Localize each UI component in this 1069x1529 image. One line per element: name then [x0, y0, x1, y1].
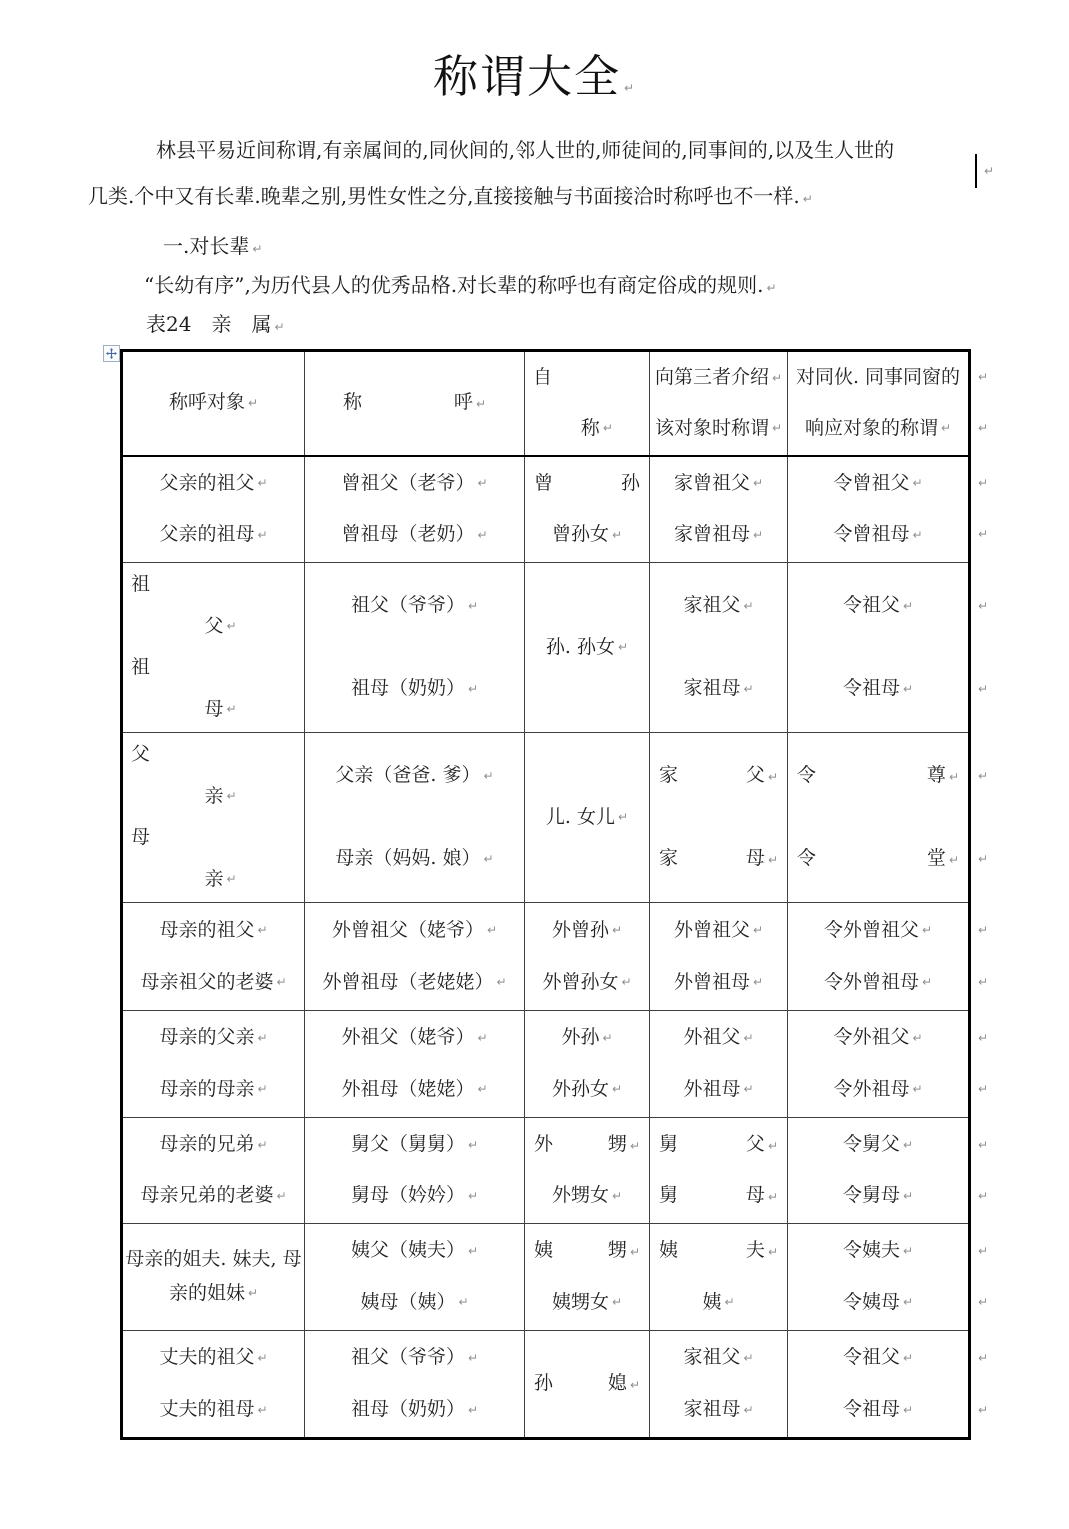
table-cell[interactable] [305, 733, 525, 903]
pilcrow-mark: ↵ [611, 527, 623, 542]
pilcrow-mark: ↵ [984, 164, 995, 178]
cell-line: 母亲的姐夫. 妹夫, 母 [125, 1248, 302, 1271]
cell-line: 外孙 ↵ [561, 1026, 613, 1049]
table-cell[interactable] [650, 1118, 788, 1224]
pilcrow-mark: ↵ [912, 527, 923, 542]
pilcrow-mark: ↵ [978, 598, 989, 613]
row-end-marks [970, 456, 992, 563]
pilcrow-mark: ↵ [978, 1137, 989, 1152]
cell-line: 令外祖母 ↵ [833, 1077, 923, 1100]
header-cell[interactable] [650, 351, 788, 456]
pilcrow-mark: ↵ [912, 1082, 923, 1097]
table-cell[interactable] [788, 1331, 970, 1439]
cell-line: 外曾祖母（老姥姥） ↵ [322, 970, 507, 993]
table-cell[interactable] [305, 456, 525, 563]
cell-line: 曾孙女 ↵ [551, 523, 623, 546]
cell-line: 称呼对象 ↵ [168, 391, 259, 414]
pilcrow-mark: ↵ [771, 370, 783, 385]
table-row [122, 733, 992, 903]
pilcrow-mark: ↵ [771, 421, 783, 435]
table-cell[interactable] [525, 1224, 650, 1331]
pilcrow-mark: ↵ [902, 1350, 914, 1365]
page-title[interactable] [0, 40, 1069, 105]
pilcrow-mark: ↵ [767, 853, 778, 868]
pilcrow-mark: ↵ [257, 1402, 268, 1417]
header-cell[interactable] [525, 351, 650, 456]
cell-line [971, 682, 990, 697]
cell-line: 家祖父 ↵ [683, 594, 754, 617]
pilcrow-mark: ↵ [743, 598, 754, 613]
pilcrow-mark: ↵ [247, 395, 259, 410]
pilcrow-mark: ↵ [623, 81, 637, 95]
pilcrow-mark: ↵ [948, 853, 959, 868]
cell-line: 舅母（妗妗） ↵ [350, 1184, 479, 1207]
pilcrow-mark: ↵ [629, 1139, 640, 1154]
pilcrow-mark: ↵ [611, 1188, 623, 1203]
pilcrow-mark: ↵ [467, 1137, 479, 1152]
move-arrows-icon [106, 348, 117, 359]
pilcrow-mark: ↵ [978, 1188, 989, 1203]
pilcrow-mark: ↵ [743, 1082, 754, 1097]
table-cell[interactable] [305, 1331, 525, 1439]
cell-line: 令祖母 ↵ [842, 1398, 914, 1421]
pilcrow-mark: ↵ [743, 681, 754, 696]
body-text [88, 127, 978, 345]
row-end-marks [970, 733, 992, 903]
table-cell[interactable] [525, 1331, 650, 1439]
pilcrow-mark: ↵ [496, 975, 507, 989]
cell-line: 令 堂 ↵ [797, 847, 959, 870]
cell-line: 父亲（爸爸. 爹） ↵ [335, 764, 494, 787]
pilcrow-mark: ↵ [802, 192, 813, 206]
cell-line: 响应对象的称谓 ↵ [804, 416, 952, 439]
cell-line: 外祖父 ↵ [683, 1026, 754, 1049]
cell-line: 父 ↵ [204, 614, 237, 637]
pilcrow-mark: ↵ [611, 1082, 623, 1097]
table-row [122, 1224, 992, 1331]
cell-line: 家曾祖母 ↵ [673, 523, 764, 546]
cell-line: 母亲的母亲 ↵ [159, 1077, 268, 1100]
table-header-row [122, 351, 992, 456]
pilcrow-mark: ↵ [752, 476, 764, 490]
pilcrow-mark: ↵ [226, 872, 237, 887]
cell-line: 外曾孙女 ↵ [542, 970, 632, 993]
table-row [122, 1011, 992, 1118]
cell-line: 向第三者介绍 ↵ [654, 366, 783, 389]
pilcrow-mark: ↵ [978, 475, 989, 490]
pilcrow-mark: ↵ [477, 1030, 488, 1045]
cell-line: 亲的姐妹 ↵ [168, 1282, 259, 1304]
heading-elders-text: 一.对长辈 [163, 234, 250, 258]
cell-line: 外孙女 ↵ [551, 1077, 623, 1100]
cell-line [971, 1244, 990, 1259]
pilcrow-mark: ↵ [978, 681, 989, 696]
pilcrow-mark: ↵ [257, 1137, 268, 1152]
table-row [122, 1118, 992, 1224]
cell-line: 令舅母 ↵ [842, 1184, 914, 1207]
page-title-text: 称谓大全 [432, 50, 621, 103]
pilcrow-mark: ↵ [618, 640, 629, 654]
table-cell[interactable] [788, 1011, 970, 1118]
pilcrow-mark: ↵ [912, 476, 923, 490]
cell-line: 外曾孙 ↵ [551, 918, 623, 941]
cell-line: 母亲兄弟的老婆 ↵ [140, 1184, 287, 1207]
cell-line: 姨 甥 ↵ [534, 1239, 640, 1262]
header-cell[interactable] [788, 351, 970, 456]
pilcrow-mark: ↵ [276, 1188, 287, 1203]
pilcrow-mark: ↵ [257, 1030, 268, 1045]
table-cell[interactable] [788, 1224, 970, 1331]
pilcrow-mark: ↵ [477, 527, 488, 542]
cell-line: 孙 媳 ↵ [534, 1372, 640, 1395]
cell-line: 祖父（爷爷） ↵ [350, 1346, 479, 1369]
cell-line: 姨父（姨夫） ↵ [350, 1239, 479, 1262]
table-cell[interactable] [650, 563, 788, 733]
cell-line: 祖父（爷爷） ↵ [350, 594, 479, 617]
table-cell[interactable] [788, 733, 970, 903]
cell-line: 令外曾祖母 ↵ [823, 970, 933, 993]
pilcrow-mark: ↵ [274, 320, 285, 334]
cell-line: 令祖父 ↵ [842, 1346, 914, 1369]
pilcrow-mark: ↵ [978, 923, 989, 937]
cell-line [971, 852, 990, 867]
pilcrow-mark: ↵ [902, 1295, 914, 1310]
table-cell[interactable] [122, 1011, 305, 1118]
pilcrow-mark: ↵ [602, 1030, 613, 1045]
pilcrow-mark: ↵ [902, 1137, 914, 1152]
cell-line: 姨母（姨） ↵ [360, 1290, 469, 1313]
cell-line [971, 476, 990, 491]
pilcrow-mark: ↵ [767, 1245, 778, 1260]
pilcrow-mark: ↵ [276, 975, 287, 989]
pilcrow-mark: ↵ [978, 1403, 989, 1417]
pilcrow-mark: ↵ [621, 975, 632, 989]
cell-line: 外甥女 ↵ [551, 1184, 623, 1207]
cell-line [971, 370, 990, 385]
table-cell[interactable] [788, 456, 970, 563]
pilcrow-mark: ↵ [486, 923, 498, 937]
pilcrow-mark: ↵ [226, 789, 237, 804]
pilcrow-mark: ↵ [602, 421, 613, 435]
cell-line [971, 1295, 990, 1310]
elders-note[interactable] [88, 267, 978, 306]
pilcrow-mark: ↵ [477, 476, 488, 490]
table-row [122, 903, 992, 1011]
cell-line [971, 1138, 990, 1153]
pilcrow-mark: ↵ [767, 770, 778, 785]
cell-line: 家曾祖父 ↵ [673, 471, 764, 494]
pilcrow-mark: ↵ [467, 1243, 479, 1258]
cell-line: 母 ↵ [204, 697, 237, 720]
cell-line: 母亲祖父的老婆 ↵ [140, 970, 287, 993]
header-cell[interactable] [305, 351, 525, 456]
table-cell[interactable] [650, 1011, 788, 1118]
cell-line: 儿. 女儿 ↵ [545, 805, 629, 828]
cell-line [971, 769, 990, 784]
cell-line: 外祖父（姥爷） ↵ [341, 1026, 488, 1049]
cell-line [971, 599, 990, 614]
cell-line: 舅父（舅舅） ↵ [350, 1133, 479, 1156]
row-end-marks [970, 1224, 992, 1331]
table-cell[interactable] [122, 563, 305, 733]
cell-line: 家祖父 ↵ [683, 1346, 754, 1369]
table-row [122, 1331, 992, 1439]
table-cell[interactable] [525, 1118, 650, 1224]
cell-line: 外曾祖母 ↵ [673, 970, 764, 993]
cell-line: 祖 [131, 573, 151, 596]
cell-line: 令外祖父 ↵ [833, 1026, 923, 1049]
pilcrow-mark: ↵ [467, 598, 479, 613]
table-cell[interactable] [525, 456, 650, 563]
pilcrow-mark: ↵ [611, 923, 623, 937]
pilcrow-mark: ↵ [257, 1350, 268, 1365]
table-cell[interactable] [788, 563, 970, 733]
table-cell[interactable] [525, 733, 650, 903]
table-cell[interactable] [525, 1011, 650, 1118]
cell-line: 丈夫的祖父 ↵ [159, 1346, 268, 1369]
cell-line [971, 975, 990, 990]
kinship-table [120, 349, 993, 1440]
table-cell[interactable] [650, 456, 788, 563]
table-cell[interactable] [650, 1331, 788, 1439]
cell-line: 舅 父 ↵ [659, 1133, 778, 1156]
pilcrow-mark: ↵ [252, 242, 263, 256]
table-cell[interactable] [122, 1331, 305, 1439]
cell-line: 父 [131, 743, 151, 766]
pilcrow-mark: ↵ [767, 1190, 778, 1205]
table-cell[interactable] [305, 1224, 525, 1331]
cell-line: 该对象时称谓 ↵ [654, 416, 783, 439]
pilcrow-mark: ↵ [752, 975, 764, 989]
cell-line: 家祖母 ↵ [683, 1398, 754, 1421]
cell-line: 家 母 ↵ [659, 847, 778, 870]
cell-line: 令祖父 ↵ [842, 594, 914, 617]
cell-line [971, 527, 990, 542]
table-cell[interactable] [788, 1118, 970, 1224]
pilcrow-mark: ↵ [257, 527, 268, 542]
table-cell[interactable] [122, 1224, 305, 1331]
text-cursor [975, 154, 977, 188]
cell-line: 家 父 ↵ [659, 764, 778, 787]
pilcrow-mark: ↵ [978, 527, 989, 542]
cell-line [971, 421, 990, 436]
table-cell[interactable] [305, 1011, 525, 1118]
cell-line [971, 1403, 992, 1418]
cell-line: 外祖母（姥姥） ↵ [341, 1077, 488, 1100]
cell-line [971, 1351, 992, 1366]
pilcrow-mark: ↵ [978, 1082, 989, 1097]
heading-elders[interactable] [88, 228, 978, 267]
table-cell[interactable] [122, 733, 305, 903]
cell-line: 舅 母 ↵ [659, 1184, 778, 1207]
header-cell[interactable] [122, 351, 305, 456]
table-cell[interactable] [788, 903, 970, 1011]
cell-line: 父亲的祖父 ↵ [159, 471, 268, 494]
pilcrow-mark: ↵ [743, 1402, 754, 1417]
pilcrow-mark: ↵ [948, 770, 959, 785]
cell-line: 令外曾祖父 ↵ [823, 918, 933, 941]
cell-line: 令舅父 ↵ [842, 1133, 914, 1156]
intro-line2-text: 几类.个中又有长辈.晚辈之别,男性女性之分,直接接触与书面接洽时称呼也不一样. [88, 184, 800, 208]
cell-line: 外曾祖父 ↵ [673, 918, 764, 941]
cell-line [971, 1189, 990, 1204]
cell-line: 亲 ↵ [204, 867, 237, 890]
table-caption-text: 表24 亲 属 [146, 312, 272, 336]
cell-line: 外 甥 ↵ [534, 1133, 640, 1156]
row-end-marks [970, 351, 992, 456]
pilcrow-mark: ↵ [902, 681, 914, 696]
cell-line: 曾祖母（老奶） ↵ [341, 523, 488, 546]
cell-line: 令曾祖父 ↵ [833, 471, 923, 494]
table-cell[interactable] [650, 1224, 788, 1331]
pilcrow-mark: ↵ [257, 923, 268, 937]
pilcrow-mark: ↵ [912, 1030, 923, 1045]
cell-line: 祖母（奶奶） ↵ [350, 677, 479, 700]
table-cell[interactable] [525, 903, 650, 1011]
table-cell[interactable] [305, 903, 525, 1011]
pilcrow-mark: ↵ [475, 397, 486, 412]
cell-line: 孙. 孙女 ↵ [545, 635, 629, 658]
table-cell[interactable] [650, 903, 788, 1011]
pilcrow-mark: ↵ [978, 420, 989, 435]
cell-line: 母亲（妈妈. 娘） ↵ [335, 847, 494, 870]
pilcrow-mark: ↵ [743, 1350, 754, 1365]
pilcrow-mark: ↵ [467, 1188, 479, 1203]
pilcrow-mark: ↵ [940, 421, 952, 435]
pilcrow-mark: ↵ [257, 1082, 268, 1097]
cell-line: 母亲的祖父 ↵ [159, 918, 268, 941]
cell-line: 令祖母 ↵ [842, 677, 914, 700]
cell-line: 令姨母 ↵ [842, 1290, 914, 1313]
cell-line: 称 呼 ↵ [343, 391, 486, 414]
pilcrow-mark: ↵ [978, 370, 989, 385]
cell-line: 对同伙. 同事同窗的 [795, 366, 961, 389]
cell-line: 姨 夫 ↵ [659, 1239, 778, 1262]
pilcrow-mark: ↵ [743, 1030, 754, 1045]
table-cell[interactable] [122, 456, 305, 563]
cell-line [971, 1082, 990, 1097]
cell-line: 家祖母 ↵ [683, 677, 754, 700]
row-end-marks [970, 1118, 992, 1224]
pilcrow-mark: ↵ [978, 768, 989, 783]
table-cell[interactable] [305, 1118, 525, 1224]
document-page [0, 40, 1069, 1529]
table-cell[interactable] [525, 563, 650, 733]
cell-line: 姨甥女 ↵ [551, 1290, 623, 1313]
pilcrow-mark: ↵ [467, 681, 479, 696]
pilcrow-mark: ↵ [767, 1139, 778, 1154]
pilcrow-mark: ↵ [611, 1295, 623, 1310]
cell-line [971, 1031, 990, 1046]
pilcrow-mark: ↵ [483, 851, 494, 866]
cell-line: 自 [533, 366, 553, 389]
table-cell[interactable] [122, 903, 305, 1011]
pilcrow-mark: ↵ [902, 1188, 914, 1203]
pilcrow-mark: ↵ [467, 1402, 479, 1417]
pilcrow-mark: ↵ [483, 768, 494, 783]
pilcrow-mark: ↵ [226, 702, 237, 717]
cell-line: 姨 ↵ [702, 1290, 735, 1313]
pilcrow-mark: ↵ [467, 1350, 479, 1365]
pilcrow-mark: ↵ [724, 1295, 735, 1310]
pilcrow-mark: ↵ [921, 975, 933, 989]
pilcrow-mark: ↵ [978, 1243, 989, 1258]
pilcrow-mark: ↵ [752, 923, 764, 937]
pilcrow-mark: ↵ [902, 598, 914, 613]
cell-line: 令曾祖母 ↵ [833, 523, 923, 546]
cell-line: 曾祖父（老爷） ↵ [341, 471, 488, 494]
pilcrow-mark: ↵ [752, 527, 764, 542]
intro-paragraph-line2[interactable] [88, 173, 978, 222]
table-cell[interactable] [305, 563, 525, 733]
pilcrow-mark: ↵ [458, 1295, 469, 1310]
pilcrow-mark: ↵ [629, 1245, 640, 1260]
cell-line: 令姨夫 ↵ [842, 1239, 914, 1262]
cell-line: 称 ↵ [580, 416, 613, 439]
intro-paragraph-line1[interactable]: 林县平易近间称谓,有亲属间的,同伙间的,邻人世的,师徒间的,同事间的,以及生人世的 [156, 138, 895, 162]
cell-line: 曾 孙 [534, 471, 640, 494]
pilcrow-mark: ↵ [477, 1082, 488, 1097]
pilcrow-mark: ↵ [618, 810, 629, 824]
cell-line: 丈夫的祖母 ↵ [159, 1398, 268, 1421]
row-end-marks [970, 1011, 992, 1118]
row-end-marks [970, 563, 992, 733]
row-end-marks [970, 903, 992, 1011]
pilcrow-mark: ↵ [902, 1243, 914, 1258]
pilcrow-mark: ↵ [978, 975, 989, 989]
table-cell[interactable] [122, 1118, 305, 1224]
table-row [122, 563, 992, 733]
pilcrow-mark: ↵ [978, 1295, 989, 1310]
pilcrow-mark: ↵ [247, 1286, 259, 1301]
cell-line: 外祖母 ↵ [683, 1077, 754, 1100]
cell-line: 令 尊 ↵ [797, 764, 959, 787]
row-end-marks [970, 1331, 992, 1439]
pilcrow-mark: ↵ [978, 851, 989, 866]
pilcrow-mark: ↵ [766, 281, 777, 295]
cell-line: 母亲的父亲 ↵ [159, 1026, 268, 1049]
pilcrow-mark: ↵ [921, 923, 933, 937]
cell-line [971, 923, 990, 938]
pilcrow-mark: ↵ [978, 1030, 989, 1045]
table-cell[interactable] [650, 733, 788, 903]
cell-line: 母 [131, 826, 151, 849]
elders-note-text: “长幼有序”,为历代县人的优秀品格.对长辈的称呼也有商定俗成的规则. [144, 273, 764, 297]
cell-line: 母亲的兄弟 ↵ [159, 1133, 268, 1156]
pilcrow-mark: ↵ [226, 619, 237, 634]
pilcrow-mark: ↵ [629, 1378, 640, 1393]
pilcrow-mark: ↵ [257, 476, 268, 490]
pilcrow-mark: ↵ [902, 1402, 914, 1417]
cell-line: 亲 ↵ [204, 784, 237, 807]
cell-line: 祖 [131, 656, 151, 679]
cell-line: 父亲的祖母 ↵ [159, 523, 268, 546]
cell-line: 外曾祖父（姥爷） ↵ [331, 918, 498, 941]
table-move-handle-icon[interactable] [103, 345, 120, 362]
table-row [122, 456, 992, 563]
pilcrow-mark: ↵ [978, 1351, 989, 1365]
cell-line: 祖母（奶奶） ↵ [350, 1398, 479, 1421]
table-caption[interactable] [88, 306, 978, 345]
